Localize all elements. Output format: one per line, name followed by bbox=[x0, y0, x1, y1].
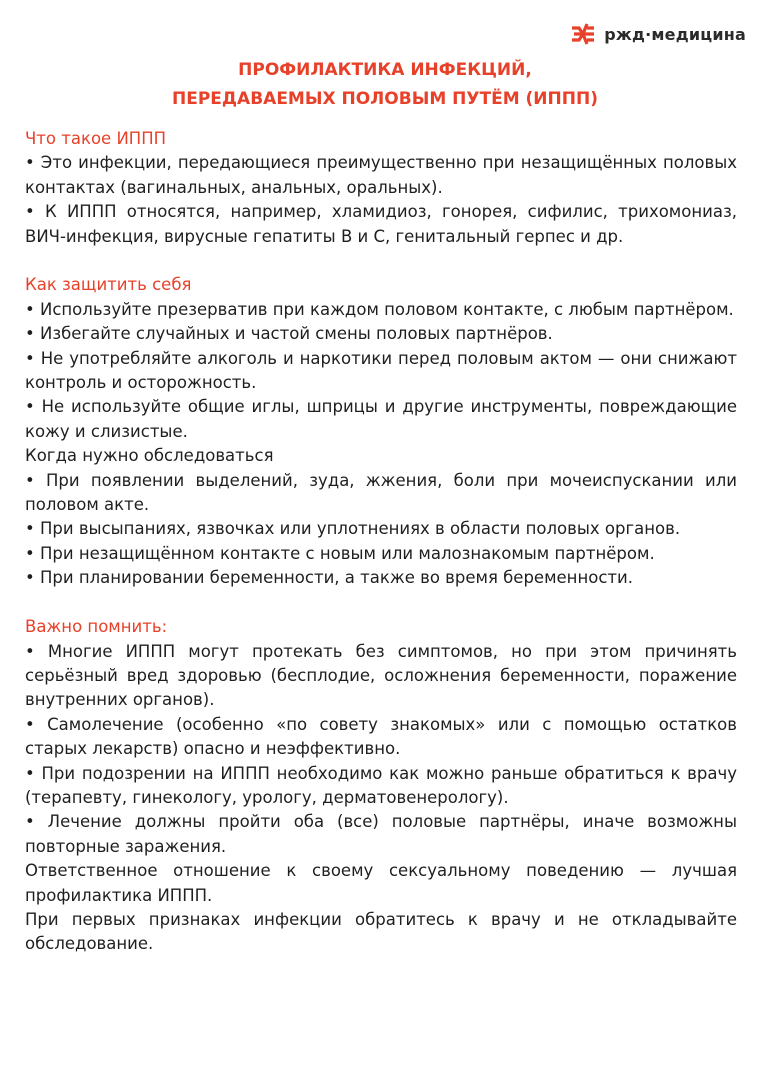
paragraph: • При подозрении на ИППП необходимо как можно раньше обратиться к врачу (терапевту, гинекологу, урологу, дерматовенерологу). bbox=[25, 763, 737, 807]
brand-name: ржд·медицина bbox=[604, 24, 746, 44]
paragraph: При первых признаках инфекции обратитесь к врачу и не откладывайте обследование. bbox=[25, 909, 737, 954]
document-body bbox=[25, 127, 737, 957]
paragraph: • Используйте презерватив при каждом половом контакте, с любым партнёром. bbox=[25, 299, 734, 319]
subheading-when-to-test: Когда нужно обследоваться bbox=[25, 446, 274, 466]
paragraph: • Это инфекции, передающиеся преимущественно при незащищённых половых контактах (вагинальных, анальных, оральных). bbox=[25, 153, 737, 197]
paragraph: • К ИППП относятся, например, хламидиоз, гонорея, сифилис, трихомониаз, ВИЧ-инфекция, вирусные гепатиты B и C, генитальный герпес и др. bbox=[25, 202, 737, 246]
paragraph: Ответственное отношение к своему сексуальному поведению — лучшая профилактика ИППП. bbox=[25, 861, 737, 905]
spacer bbox=[25, 591, 737, 615]
paragraph: • Многие ИППП могут протекать без симптомов, но при этом причинять серьёзный вред здоровью (бесплодие, осложнения беременности, поражение внутренних органов). bbox=[25, 641, 737, 710]
section-heading-remember: Важно помнить: bbox=[25, 617, 168, 637]
section-heading-protect: Как защитить себя bbox=[25, 275, 192, 295]
spacer bbox=[25, 249, 737, 273]
page-title-line2: ПЕРЕДАВАЕМЫХ ПОЛОВЫМ ПУТЁМ (ИППП) bbox=[172, 89, 598, 109]
page-title bbox=[0, 56, 770, 114]
paragraph: • При планировании беременности, а также во время беременности. bbox=[25, 568, 633, 588]
rzd-logo-icon bbox=[570, 22, 596, 46]
paragraph: • При незащищённом контакте с новым или малознакомым партнёром. bbox=[25, 543, 655, 563]
paragraph: • При появлении выделений, зуда, жжения, боли при мочеиспускании или половом акте. bbox=[25, 470, 737, 515]
paragraph: • Не используйте общие иглы, шприцы и другие инструменты, повреждающие кожу и слизистые. bbox=[25, 397, 737, 441]
section-heading-what: Что такое ИППП bbox=[25, 129, 167, 148]
page-title-line1: ПРОФИЛАКТИКА ИНФЕКЦИЙ, bbox=[238, 60, 532, 80]
paragraph: • Лечение должны пройти оба (все) половые партнёры, иначе возможны повторные заражения. bbox=[25, 812, 737, 856]
paragraph: • Избегайте случайных и частой смены половых партнёров. bbox=[25, 324, 553, 344]
paragraph: • Самолечение (особенно «по совету знакомых» или с помощью остатков старых лекарств) опасно и неэффективно. bbox=[25, 714, 737, 759]
paragraph: • При высыпаниях, язвочках или уплотнениях в области половых органов. bbox=[25, 519, 681, 539]
paragraph: • Не употребляйте алкоголь и наркотики перед половым актом — они снижают контроль и осторожность. bbox=[25, 348, 737, 393]
brand-logo bbox=[570, 22, 746, 46]
